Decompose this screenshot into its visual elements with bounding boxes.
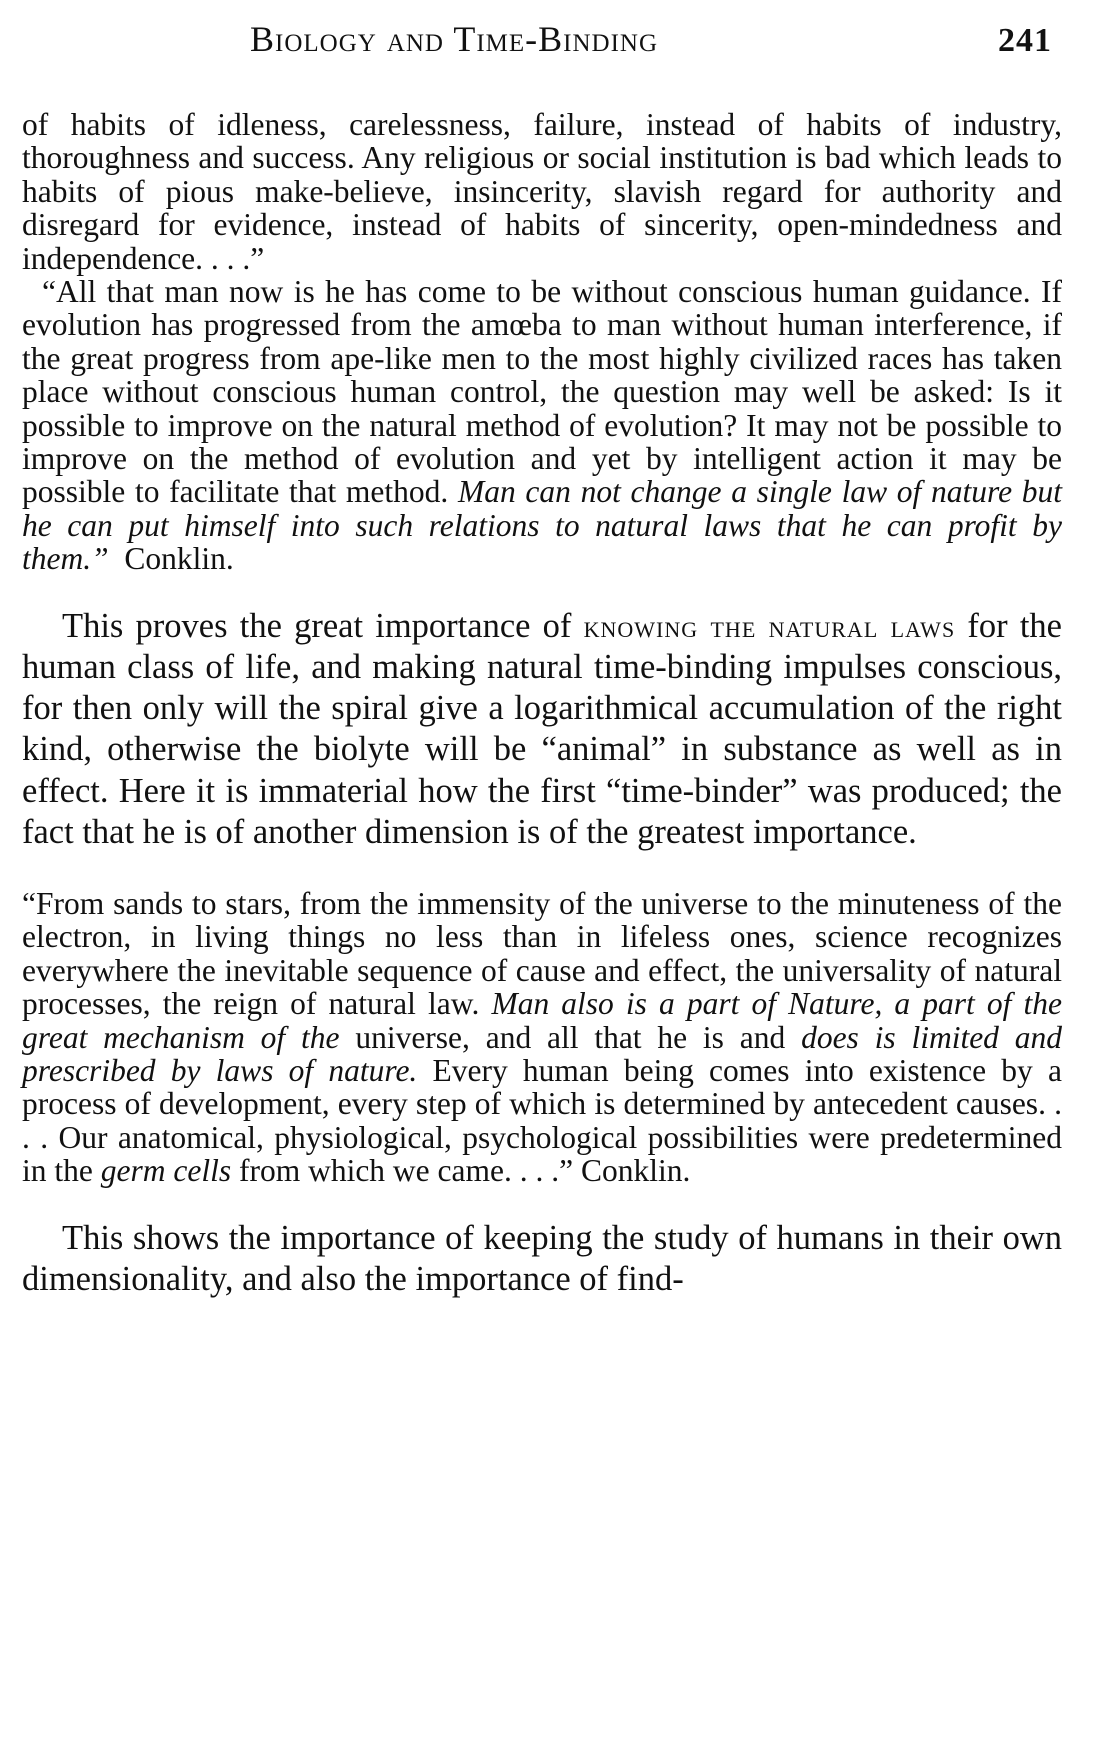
quote-2-part-3: Every human being comes into existence by a process of development, every step of which is determined by antecedent causes. . . . Our anatomical, physiological, psychological possibilities were predetermined in the (22, 1052, 1062, 1189)
quote-2-part-1: “From sands to stars, from the immensity of the universe to the minuteness of the electron, in living things no less than in lifeless ones, science recognizes everywhere the inevitable sequence of cause and effect, the universality of natural processes, the reign of natural law. (22, 885, 1062, 1022)
quote-2-italic-2: does is limited and prescribed by laws of nature. (22, 1019, 1063, 1088)
quote-1-italic-text: Man can not change a single law of nature but he can put himself into such relations to natural laws that he can profit by them.” (22, 474, 1062, 577)
running-title: Biology and Time-Binding (250, 19, 659, 59)
quote-1-attribution: Conklin. (124, 541, 234, 577)
quote-2-italic-3: germ cells (100, 1153, 232, 1189)
body-paragraph-1 (22, 606, 1072, 853)
body-paragraph-2-text: This shows the importance of keeping the study of humans in their own dimensionality, and also the importance of find- (22, 1218, 1062, 1298)
page-number: 241 (998, 22, 1052, 59)
quote-1-paragraph-1: of habits of idleness, carelessness, failure, instead of habits of industry, thoroughness and success. Any religious or social institution is bad which leads to habits of pious make-believe, insincerity, slavish regard for authority and disregard for evidence, instead of habits of sincerity, open-mindedness and independence. . . .” (22, 107, 1062, 276)
quote-2-part-4: from which we came. . . .” (238, 1153, 574, 1189)
body-paragraph-1-text (22, 606, 1062, 853)
running-head (22, 0, 1072, 80)
book-page (22, 0, 1072, 1300)
quote-1-paragraph-2 (22, 275, 1062, 576)
body-paragraph-2 (22, 1218, 1072, 1300)
block-quote-2 (22, 887, 1072, 1188)
quote-2-part-2: universe, and all that he is and (355, 1019, 786, 1055)
quote-2-paragraph (22, 887, 1062, 1188)
quote-2-italic-1: Man also is a part of Nature, a part of the great mechanism of the (22, 986, 1063, 1055)
body-1-after: for the human class of life, and making natural time-binding impulses conscious, for then only will the spiral give a logarithmical accumulation of the right kind, otherwise the biolyte will be “animal” in substance as well as in effect. Here it is immaterial how the first “time-binder” was produced; the fact that he is of another dimension is of the greatest importance. (22, 606, 1062, 851)
quote-1-roman-text: “All that man now is he has come to be without conscious human guidance. If evolution has progressed from the amœba to man without human interference, if the great progress from ape-like men to the most highly civilized races has taken place without conscious human control, the question may well be asked: Is it possible to improve on the natural method of evolution? It may not be possible to improve on the method of evolution and yet by intelligent action it may be possible to facilitate that method. (22, 274, 1062, 510)
quote-2-attribution: Conklin. (580, 1153, 691, 1189)
block-quote-1 (22, 108, 1072, 576)
body-1-before: This proves the great importance of (62, 606, 572, 645)
body-1-smallcaps: knowing the natural laws (583, 608, 956, 644)
